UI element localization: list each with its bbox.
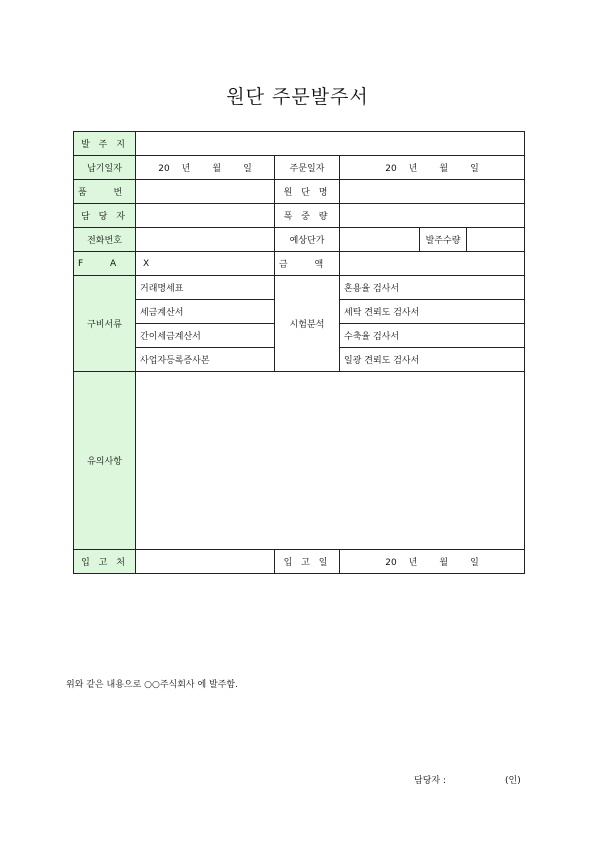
width-weight-label: 폭 중 량 bbox=[275, 204, 340, 228]
test-report-item: 혼용율 검사서 bbox=[340, 276, 525, 300]
row-phone bbox=[74, 228, 525, 252]
seal-mark: (인) bbox=[505, 776, 521, 786]
order-quantity-field[interactable] bbox=[467, 228, 525, 252]
order-date-month: 월 bbox=[439, 164, 449, 174]
expected-price-label: 예상단가 bbox=[275, 228, 340, 252]
phone-label: 전화번호 bbox=[74, 228, 136, 252]
row-item bbox=[74, 180, 525, 204]
test-report-item: 수축율 검사서 bbox=[340, 324, 525, 348]
manager-label: 담 당 자 bbox=[74, 204, 136, 228]
row-receive bbox=[74, 550, 525, 574]
test-analysis-label: 시험분석 bbox=[275, 276, 340, 372]
receiving-date-label: 입 고 일 bbox=[275, 550, 340, 574]
page-title: 원단 주문발주서 bbox=[226, 86, 369, 108]
amount-label: 금 액 bbox=[275, 252, 340, 276]
required-doc-item: 세금계산서 bbox=[136, 300, 275, 324]
row-fax bbox=[74, 252, 525, 276]
item-number-field[interactable] bbox=[136, 180, 275, 204]
order-date-label: 주문일자 bbox=[275, 156, 340, 180]
notes-label: 유의사항 bbox=[74, 372, 136, 550]
expected-price-field[interactable] bbox=[340, 228, 420, 252]
row-notes bbox=[74, 372, 525, 550]
order-date-year: 년 bbox=[408, 164, 418, 174]
item-number-label: 품 번 bbox=[74, 180, 136, 204]
delivery-date-yy: 20 bbox=[158, 164, 170, 174]
row-delivery bbox=[74, 156, 525, 180]
order-statement: 위와 같은 내용으로 ○○주식회사 에 발주함. bbox=[66, 680, 238, 690]
delivery-date-field[interactable] bbox=[136, 156, 275, 180]
order-form-table bbox=[73, 131, 525, 574]
required-doc-item: 간이세금계산서 bbox=[136, 324, 275, 348]
fabric-name-label: 원 단 명 bbox=[275, 180, 340, 204]
notes-field[interactable] bbox=[136, 372, 525, 550]
receiving-date-field[interactable] bbox=[340, 550, 525, 574]
order-date-day: 일 bbox=[470, 164, 479, 174]
receiving-date-day: 일 bbox=[470, 558, 479, 568]
receiving-place-field[interactable] bbox=[136, 550, 275, 574]
row-docs-1 bbox=[74, 276, 525, 300]
test-report-item: 일광 견뢰도 검사서 bbox=[340, 348, 525, 372]
fax-label: F A X bbox=[74, 252, 136, 276]
delivery-date-day: 일 bbox=[243, 164, 252, 174]
fabric-name-field[interactable] bbox=[340, 180, 525, 204]
receiving-date-month: 월 bbox=[439, 558, 449, 568]
row-orderer bbox=[74, 132, 525, 156]
delivery-date-label: 납기일자 bbox=[74, 156, 136, 180]
required-doc-item: 사업자등록증사본 bbox=[136, 348, 275, 372]
signer-label: 담당자 : bbox=[414, 776, 446, 786]
orderer-field[interactable] bbox=[136, 132, 525, 156]
width-weight-field[interactable] bbox=[340, 204, 525, 228]
order-date-field[interactable] bbox=[340, 156, 525, 180]
amount-field[interactable] bbox=[340, 252, 525, 276]
manager-field[interactable] bbox=[136, 204, 275, 228]
phone-field[interactable] bbox=[136, 228, 275, 252]
delivery-date-month: 월 bbox=[212, 164, 222, 174]
required-doc-item: 거래명세표 bbox=[136, 276, 275, 300]
row-manager bbox=[74, 204, 525, 228]
receiving-date-year: 년 bbox=[408, 558, 418, 568]
test-report-item: 세탁 견뢰도 검사서 bbox=[340, 300, 525, 324]
order-quantity-label: 발주수량 bbox=[420, 228, 467, 252]
delivery-date-year: 년 bbox=[181, 164, 191, 174]
receiving-place-label: 입 고 처 bbox=[74, 550, 136, 574]
order-date-yy: 20 bbox=[385, 164, 397, 174]
orderer-label: 발 주 지 bbox=[74, 132, 136, 156]
required-docs-label: 구비서류 bbox=[74, 276, 136, 372]
receiving-date-yy: 20 bbox=[385, 558, 397, 568]
